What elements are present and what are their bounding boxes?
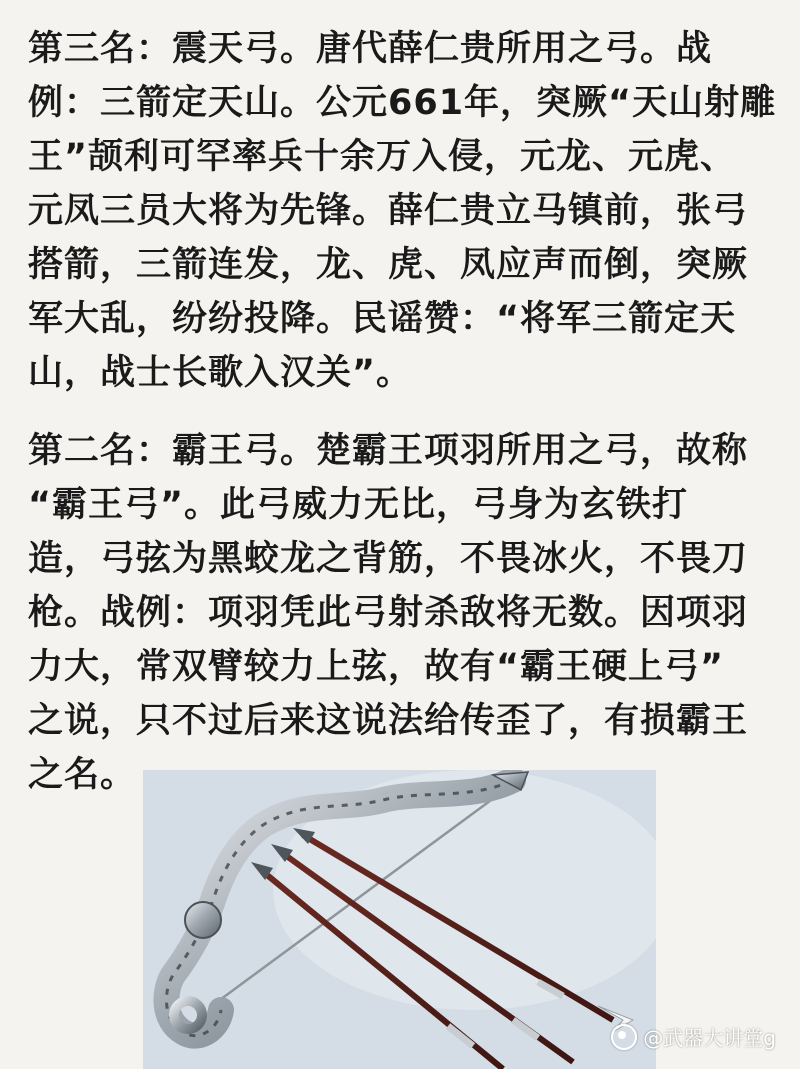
text-line: 军大乱，纷纷投降。民谣赞：“将军三箭定天 xyxy=(28,299,737,339)
bow-illustration xyxy=(143,770,656,1069)
text-line: 枪。战例：项羽凭此弓射杀敌将无数。因项羽 xyxy=(28,593,749,633)
text-line: 第三名：震天弓。唐代薛仁贵所用之弓。战 xyxy=(28,29,713,69)
text-line: 例：三箭定天山。公元661年，突厥“天山射雕 xyxy=(28,83,777,123)
text-line: 力大，常双臂较力上弦，故有“霸王硬上弓” xyxy=(28,647,725,687)
text-line: 造，弓弦为黑蛟龙之背筋，不畏冰火，不畏刀 xyxy=(28,539,749,579)
camera-icon xyxy=(611,1024,637,1050)
watermark xyxy=(611,1022,776,1051)
text-line: 之名。 xyxy=(28,755,137,795)
paragraph-bawang-bow xyxy=(28,424,778,802)
text-line: 之说，只不过后来这说法给传歪了，有损霸王 xyxy=(28,701,749,741)
text-line: “霸王弓”。此弓威力无比，弓身为玄铁打 xyxy=(28,485,689,525)
text-line: 元凤三员大将为先锋。薛仁贵立马镇前，张弓 xyxy=(28,191,749,231)
bow-and-arrows-photo xyxy=(143,770,656,1069)
bow-grip xyxy=(185,902,221,938)
watermark-text: @武器大讲堂g xyxy=(643,1026,776,1050)
text-line: 王”颉利可罕率兵十余万入侵，元龙、元虎、 xyxy=(28,137,737,177)
paragraph-zhentian-bow xyxy=(28,22,778,400)
text-line: 第二名：霸王弓。楚霸王项羽所用之弓，故称 xyxy=(28,431,749,471)
text-line: 搭箭，三箭连发，龙、虎、凤应声而倒，突厥 xyxy=(28,245,749,285)
text-line: 山，战士长歌入汉关”。 xyxy=(28,353,413,393)
